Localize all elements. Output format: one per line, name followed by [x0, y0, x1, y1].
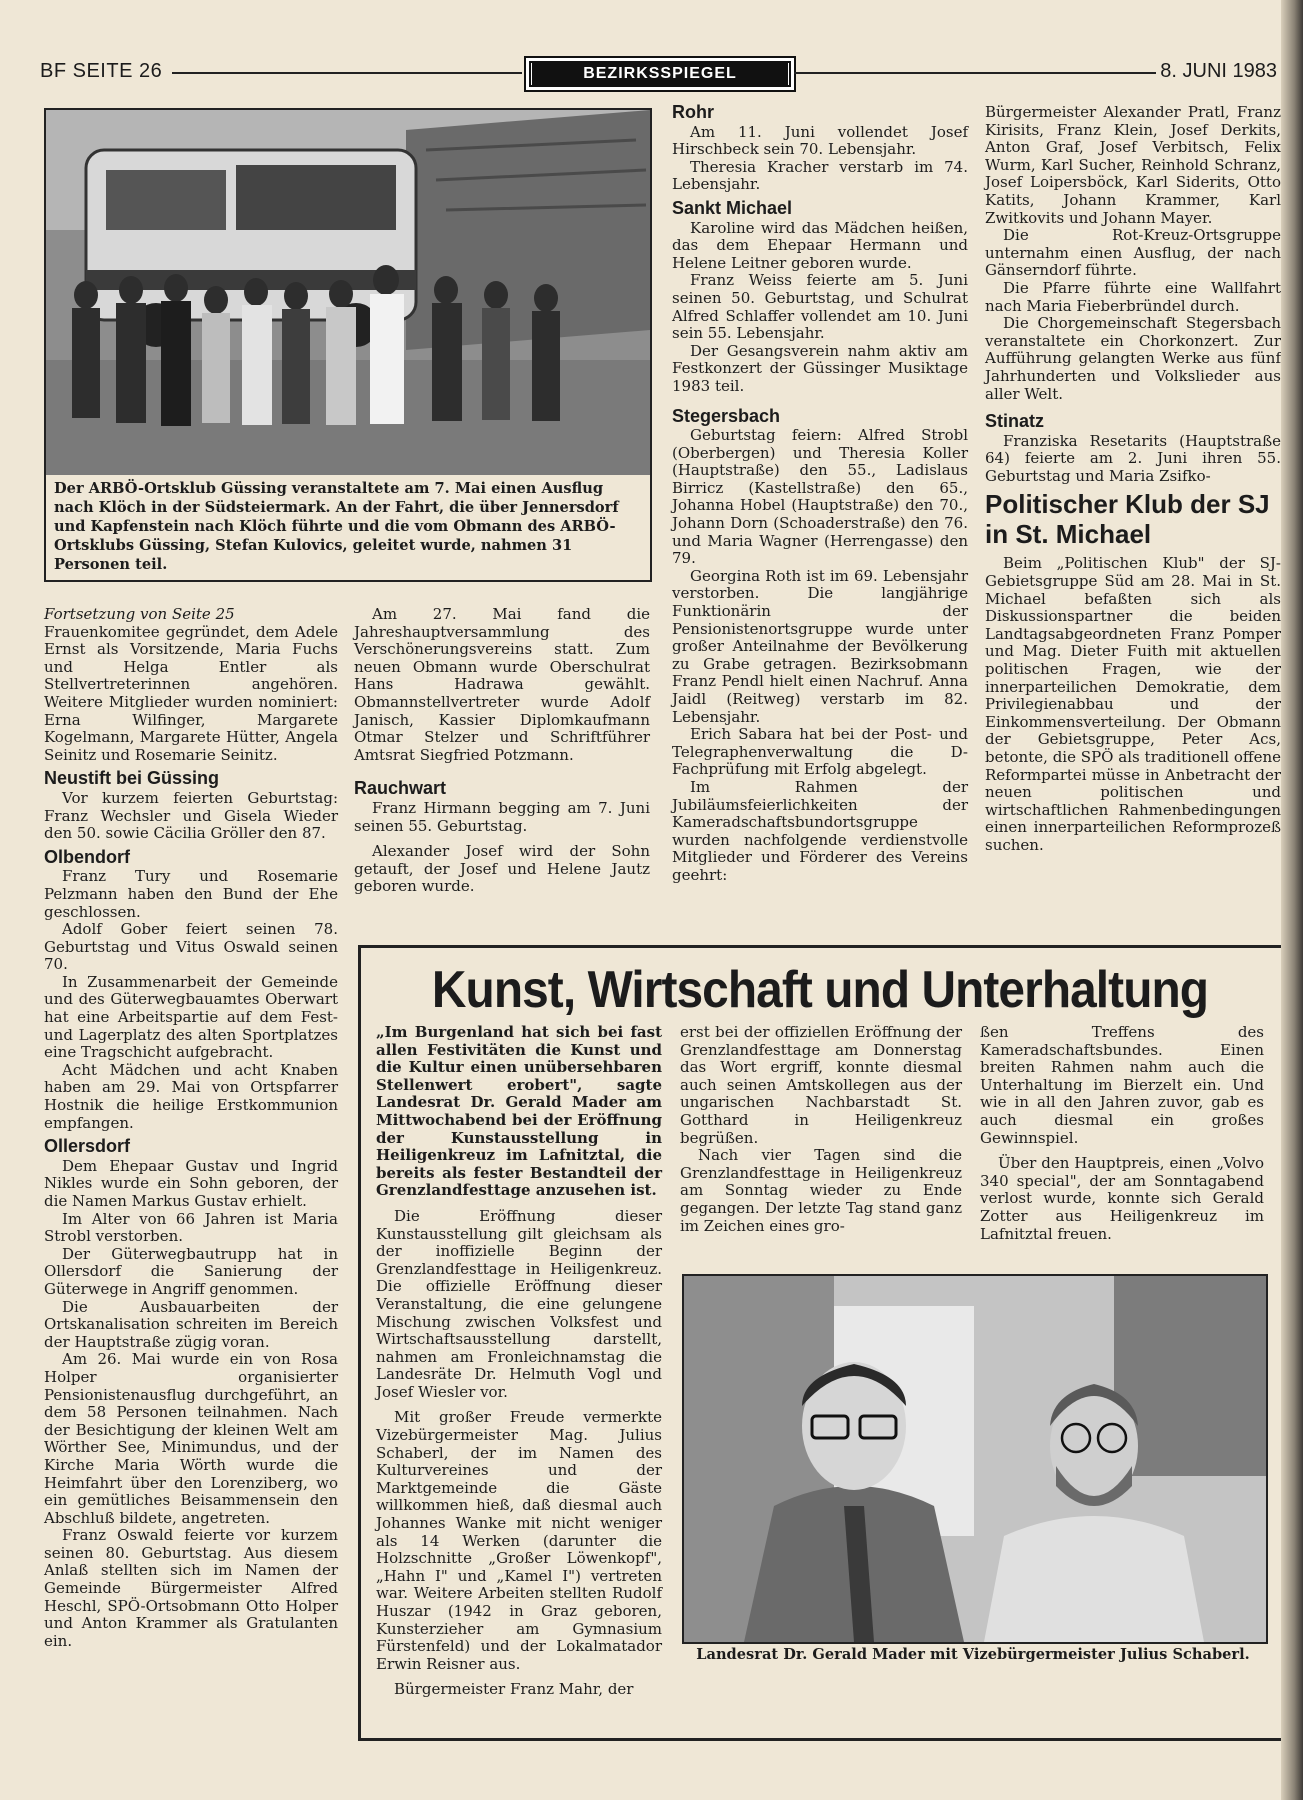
- section-label: BEZIRKSSPIEGEL: [532, 63, 788, 85]
- paragraph: Die Chorgemeinschaft Stegersbach veranstaltete ein Chorkonzert. Zur Aufführung gelangten Werke aus fünf Jahrhunderten und Volkslieder aus aller Welt.: [985, 314, 1281, 403]
- paragraph: Bürgermeister Alexander Pratl, Franz Kirisits, Franz Klein, Josef Derkits, Anton Graf, Josef Verbitsch, Felix Wurm, Karl Sucher, Reinhold Schranz, Josef Loipersböck, Karl Siderits, Otto Katits, Johann Krammer, Karl Zwitkovits und Johann Mayer.: [985, 103, 1281, 227]
- feature-column-3: [980, 1024, 1264, 1243]
- column-1: [44, 606, 338, 1650]
- bus-photo-drawing: [46, 110, 650, 476]
- paragraph: In Zusammenarbeit der Gemeinde und des Güterwegbauamtes Oberwart hat eine Arbeitspartie auf dem Fest- und Lagerplatz des alten Sportplatzes eine Tragschicht aufgebracht.: [44, 972, 338, 1062]
- paragraph: Im Alter von 66 Jahren ist Maria Strobl verstorben.: [44, 1209, 338, 1246]
- continued-note: Fortsetzung von Seite 25: [44, 605, 235, 623]
- heading-ollersdorf: Ollersdorf: [44, 1136, 131, 1157]
- paragraph: Der Gesangsverein nahm aktiv am Festkonzert der Güssinger Musiktage 1983 teil.: [672, 341, 968, 395]
- heading-stinatz: Stinatz: [985, 411, 1045, 432]
- page-number: BF SEITE 26: [40, 60, 163, 82]
- heading-stegersbach: Stegersbach: [672, 405, 781, 426]
- bus-photo-caption: Der ARBÖ-Ortsklub Güssing veranstaltete am 7. Mai einen Ausflug nach Klöch in der Südsteiermark. An der Fahrt, die über Jennersdorf und Kapfenstein nach Klöch führte und die vom Obmann des ARBÖ-Ortsklubs Güssing, Stefan Kulovics, geleitet wurde, nahmen 31 Personen teil.: [44, 475, 652, 582]
- heading-sankt-michael: Sankt Michael: [672, 197, 793, 218]
- paragraph: Georgina Roth ist im 69. Lebensjahr verstorben. Die langjährige Funktionärin der Pensionistenortsgruppe wurde unter großer Anteilnahme der Bevölkerung zu Grabe getragen. Bezirksobmann Franz Pendl hielt einen Nachruf. Anna Jaidl (Reitweg) verstarb im 82. Lebensjahr.: [672, 566, 968, 726]
- paragraph: Frauenkomitee gegründet, dem Adele Ernst als Vorsitzende, Maria Fuchs und Helga Entler als Stellvertreterinnen angehören. Weitere Mitglieder wurden nominiert: Erna Wilfinger, Margarete Kogelmann, Margarete Hütter, Angela Seinitz und Rosemarie Seinitz.: [44, 622, 338, 764]
- paragraph: erst bei der offiziellen Eröffnung der Grenzlandfesttage am Donnerstag das Wort ergriff, konnte diesmal auch seinen Amtskollegen aus der ungarischen Nachbarstadt St. Gotthard in Heiligenkreuz begrüßen.: [680, 1023, 962, 1147]
- paragraph: Über den Hauptpreis, einen „Volvo 340 special", der am Sonntagabend verlost wurde, konnte sich Gerald Zotter aus Heiligenkreuz im Lafnitztal freuen.: [980, 1154, 1264, 1243]
- paragraph: Die Eröffnung dieser Kunstausstellung gilt gleichsam als der inoffizielle Beginn der Grenzlandfesttage in Heiligenkreuz. Die offizielle Eröffnung dieser Veranstaltung, die eine gelungene Mischung zwischen Volksfest und Wirtschaftsausstellung darstellt, nahmen am Fronleichnamstag die Landesräte Dr. Helmuth Vogl und Josef Wiesler vor.: [376, 1206, 662, 1401]
- feature-column-1: [376, 1024, 662, 1699]
- paragraph: Am 26. Mai wurde ein von Rosa Holper organisierter Pensionistenausflug durchgeführt, an dem 58 Personen teilnahmen. Nach der Besichtigung der kleinen Welt am Wörther See, Minimundus, und der Kirche Maria Wörth wurde die Heimfahrt über den Lorenziberg, wo ein gemütliches Beisammensein den Abschluß bildete, angetreten.: [44, 1350, 338, 1527]
- portrait-photo-caption: Landesrat Dr. Gerald Mader mit Vizebürgermeister Julius Schaberl.: [696, 1646, 1250, 1663]
- heading-neustift: Neustift bei Güssing: [44, 768, 220, 789]
- paragraph: Mit großer Freude vermerkte Vizebürgermeister Mag. Julius Schaberl, der im Namen des Kulturvereines und der Marktgemeinde die Gäste willkommen hieß, daß diesmal auch Johannes Wanke mit nicht weniger als 14 Werken (darunter die Holzschnitte „Großer Löwenkopf", „Hahn I" und „Kamel I") vertreten war. Weitere Arbeiten stellten Rudolf Huszar (1942 in Graz geboren, Kunsterzieher am Gymnasium Fürstenfeld) und der Lokalmatador Erwin Reisner aus.: [376, 1408, 662, 1673]
- paragraph: Die Ausbauarbeiten der Ortskanalisation schreiten im Bereich der Hauptstraße zügig voran.: [44, 1297, 338, 1351]
- paragraph: Im Rahmen der Jubiläumsfeierlichkeiten der Kameradschaftsbundortsgruppe wurden nachfolgende verdienstvolle Mitglieder und Förderer des Vereins geehrt:: [672, 777, 968, 884]
- paragraph: Der Güterwegbautrupp hat in Ollersdorf die Sanierung der Güterwege in Angriff genommen.: [44, 1244, 338, 1298]
- paragraph: Am 27. Mai fand die Jahreshauptversammlung des Verschönerungsvereins statt. Zum neuen Obmann wurde Oberschulrat Hans Hadrawa gewählt. Obmannstellvertreter wurde Adolf Janisch, Kassier Diplomkaufmann Otmar Stelzer und Schriftführer Amtsrat Siegfried Potzmann.: [354, 605, 650, 764]
- issue-date: 8. JUNI 1983: [1160, 60, 1277, 82]
- paragraph: Theresia Kracher verstarb im 74. Lebensjahr.: [672, 157, 968, 194]
- headline-politischer-klub: Politischer Klub der SJ in St. Michael: [985, 489, 1270, 550]
- heading-rauchwart: Rauchwart: [354, 778, 447, 799]
- heading-rohr: Rohr: [672, 102, 714, 122]
- column-4: [985, 104, 1281, 855]
- paragraph: Dem Ehepaar Gustav und Ingrid Nikles wurde ein Sohn geboren, der die Namen Markus Gustav erhielt.: [44, 1156, 338, 1210]
- paragraph: Erich Sabara hat bei der Post- und Telegraphenverwaltung die D-Fachprüfung mit Erfolg abgelegt.: [672, 725, 968, 779]
- paragraph: Beim „Politischen Klub" der SJ-Gebietsgruppe Süd am 28. Mai in St. Michael befaßten sich als Diskussionspartner die beiden Landtagsabgeordneten Franz Pomper und Mag. Dieter Fuith mit aktuellen politischen Fragen, wie der innerparteilichen Demokratie, dem Privilegienabbau und der Einkommensverteilung. Der Obmann der Gebietsgruppe, Peter Acs, betonte, die SPÖ als traditionell offene Reformpartei müsse in Anbetracht der neuen politischen und wirtschaftlichen Rahmenbedingungen einen innerparteilichen Reformprozeß suchen.: [985, 554, 1281, 854]
- paragraph: Die Rot-Kreuz-Ortsgruppe unternahm einen Ausflug, der nach Gänserndorf führte.: [985, 226, 1281, 280]
- paragraph: Nach vier Tagen sind die Grenzlandfesttage in Heiligenkreuz am Sonntag wieder zu Ende gegangen. Der letzte Tag stand ganz im Zeichen eines gro-: [680, 1146, 962, 1235]
- paragraph: Franz Oswald feierte vor kurzem seinen 80. Geburtstag. Aus diesem Anlaß stellten sich im Namen der Gemeinde Bürgermeister Alfred Heschl, SPÖ-Ortsobmann Otto Holper und Anton Krammer als Gratulanten ein.: [44, 1526, 338, 1650]
- feature-lead: „Im Burgenland hat sich bei fast allen Festivitäten die Kunst und die Kultur einen unübersehbaren Stellenwert erobert", sagte Landesrat Dr. Gerald Mader am Mittwochabend bei der Eröffnung der Kunstausstellung in Heiligenkreuz im Lafnitztal, die bereits als fester Bestandteil der Grenzlandfesttage anzusehen ist.: [376, 1023, 662, 1200]
- paragraph: Franz Tury und Rosemarie Pelzmann haben den Bund der Ehe geschlossen.: [44, 867, 338, 921]
- paragraph: Karoline wird das Mädchen heißen, das dem Ehepaar Hermann und Helene Leitner geboren wurde.: [672, 218, 968, 272]
- paragraph: Franziska Resetarits (Hauptstraße 64) feierte am 2. Juni ihren 55. Geburtstag und Maria Zsifko-: [985, 431, 1281, 485]
- paragraph: Acht Mädchen und acht Knaben haben am 29. Mai von Ortspfarrer Hostnik die heilige Erstkommunion empfangen.: [44, 1060, 338, 1132]
- section-label-box: [524, 56, 796, 92]
- paragraph: Bürgermeister Franz Mahr, der: [394, 1680, 634, 1699]
- paragraph: ßen Treffens des Kameradschaftsbundes. Einen breiten Rahmen nahm auch die Unterhaltung im Bierzelt ein. Und wie in all den Jahren zuvor, gab es auch diesmal ein großes Gewinnspiel.: [980, 1023, 1264, 1147]
- feature-column-2: [680, 1024, 962, 1235]
- paragraph: Vor kurzem feierten Geburtstag: Franz Wechsler und Gisela Wieder den 50. sowie Cäcilia Gröller den 87.: [44, 788, 338, 843]
- paragraph: Franz Hirmann begging am 7. Juni seinen 55. Geburtstag.: [354, 798, 650, 835]
- page-edge-shadow: [1281, 0, 1303, 1800]
- paragraph: Am 11. Juni vollendet Josef Hirschbeck sein 70. Lebensjahr.: [672, 122, 968, 159]
- paragraph: Die Pfarre führte eine Wallfahrt nach Maria Fieberbründel durch.: [985, 278, 1281, 315]
- portrait-photo-drawing: [684, 1276, 1266, 1642]
- heading-olbendorf: Olbendorf: [44, 846, 130, 867]
- header-rule-right: [794, 72, 1156, 74]
- paragraph: Franz Weiss feierte am 5. Juni seinen 50. Geburtstag, und Schulrat Alfred Schlaffer vollendet am 10. Juni sein 55. Lebensjahr.: [672, 271, 968, 343]
- paragraph: Geburtstag feiern: Alfred Strobl (Oberbergen) und Theresia Koller (Hauptstraße) den 55., Ladislaus Birricz (Kastellstraße) den 65., Johanna Hobel (Hauptstraße) den 70., Johann Dorn (Schoaderstraße) den 76. und Maria Wagner (Herrengasse) den 79.: [672, 426, 968, 568]
- paragraph: Adolf Gober feiert seinen 78. Geburtstag und Vitus Oswald seinen 70.: [44, 920, 338, 974]
- paragraph: Alexander Josef wird der Sohn getauft, der Josef und Helene Jautz geboren wurde.: [354, 842, 650, 896]
- mader-schaberl-photo: [682, 1274, 1268, 1644]
- column-3: [672, 104, 968, 885]
- bus-excursion-photo: [44, 108, 652, 478]
- column-2: [354, 606, 650, 896]
- feature-headline: Kunst, Wirtschaft und Unterhaltung: [431, 961, 1209, 1019]
- header-rule-left: [172, 72, 522, 74]
